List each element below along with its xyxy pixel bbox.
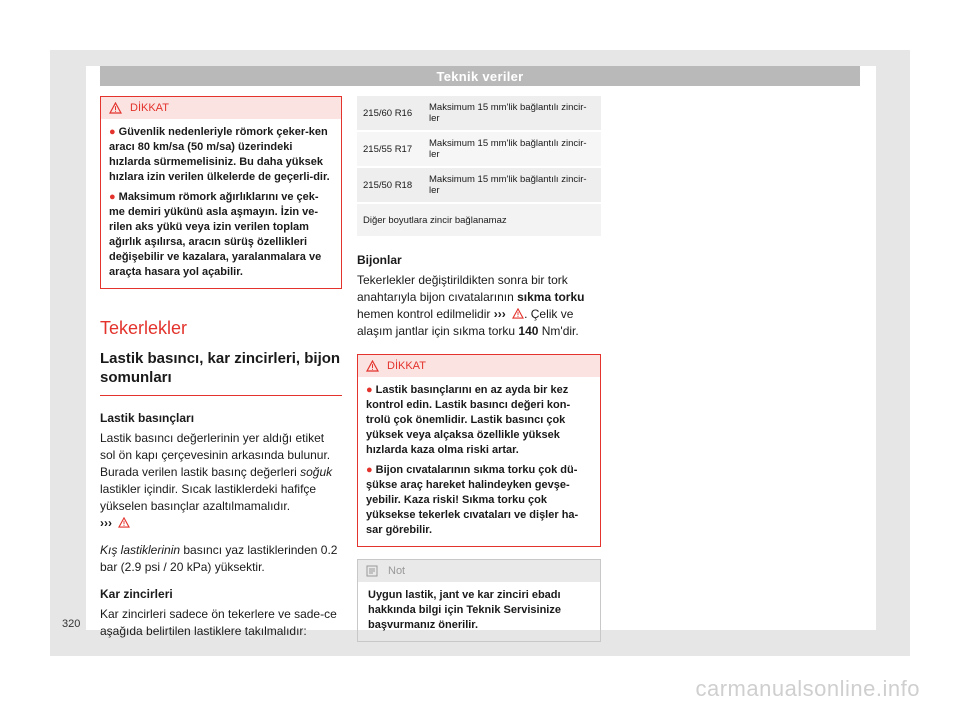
warning-box-trailer [100, 96, 342, 289]
bullet-icon: ● [366, 384, 373, 396]
bullet-icon: ● [109, 126, 116, 138]
warning-label: DİKKAT [130, 101, 169, 114]
section-title: Tekerlekler [100, 318, 188, 338]
bullet-icon: ● [366, 464, 373, 476]
tire-size-cell: 215/55 R17 [357, 132, 423, 166]
note-label: Not [388, 564, 406, 577]
warning-box-tires [357, 354, 601, 547]
chain-desc-cell: Maksimum 15 mm'lik bağlantılı zincir-ler [423, 168, 601, 202]
tire-size-cell: 215/50 R18 [357, 168, 423, 202]
bullet-icon: ● [109, 191, 116, 203]
note-text: Uygun lastik, jant ve kar zinciri ebadı hakkında bilgi için Teknik Servisinize başvurmanız önerilir. [368, 589, 561, 631]
header-title: Teknik veriler [436, 68, 524, 84]
warning-triangle-icon [118, 517, 130, 528]
warning-item: ● Güvenlik nedenleriyle römork çeker-ken aracı 80 km/sa (50 m/sa) üzerindeki hızlarda sürmemelisiniz. Bu daha yüksek hızlara izin verilen ülkelerde de geçerli-dir. [109, 126, 330, 183]
page-number: 320 [62, 618, 81, 630]
bolts-heading: Bijonlar [357, 253, 402, 267]
snow-chain-table [357, 94, 601, 238]
warning-triangle-icon [366, 360, 379, 372]
warning-item: ● Lastik basınçlarını en az ayda bir kez kontrol edin. Lastik basıncı değeri kon-trolü çok önemlidir. Lastik basıncı çok yüksek veya alçaksa özellikle yüksek hızlarda kaza olma riski artar. [366, 384, 571, 456]
watermark: carmanualsonline.info [695, 676, 920, 701]
warning-triangle-icon [109, 102, 122, 114]
table-row [357, 168, 601, 202]
chain-desc-cell: Maksimum 15 mm'lik bağlantılı zincir-ler [423, 132, 601, 166]
warning-header [358, 355, 600, 377]
bolts-text: Tekerlekler değiştirildikten sonra bir tork anahtarıyla bijon cıvatalarının sıkma torku hemen kontrol edilmelidir ››› . Çelik ve alaşım jantlar için sıkma torku 140 Nm'dir. [357, 273, 585, 338]
note-icon [366, 565, 378, 577]
warning-label: DİKKAT [387, 359, 426, 372]
chain-desc-cell: Maksimum 15 mm'lik bağlantılı zincir-ler [423, 96, 601, 130]
winter-tire-text: Kış lastiklerinin basıncı yaz lastiklerinden 0.2 bar (2.9 psi / 20 kPa) yüksektir. [100, 543, 338, 574]
warning-item: ● Bijon cıvatalarının sıkma torku çok dü-şükse araç hareket halindeyken gevşe-yebilir. Kaza riski! Sıkma torku çok yüksekse tekerlek cıvataları ve dişler ha-sar görebilir. [366, 464, 579, 536]
snow-chains-text: Kar zincirleri sadece ön tekerlere ve sade-ce aşağıda belirtilen lastiklere takılmalıdır: [100, 607, 337, 638]
table-row [357, 132, 601, 166]
subsection-title: Lastik basıncı, kar zincirleri, bijon somunları [100, 349, 342, 396]
tire-pressure-text: Lastik basıncı değerlerinin yer aldığı etiket sol ön kapı çerçevesinin arkasında bulunur. Burada verilen lastik basınç değerleri soğuk lastikler içindir. Sıcak lastiklerdeki hafifçe yükselen basınçlar azaltılmamalıdır. ››› [100, 431, 333, 530]
warning-header [101, 97, 341, 119]
table-footer-row [357, 204, 601, 236]
warning-triangle-icon [512, 308, 524, 319]
snow-chains-heading: Kar zincirleri [100, 587, 173, 601]
table-row [357, 96, 601, 130]
tire-pressure-heading: Lastik basınçları [100, 411, 195, 425]
table-footer-cell: Diğer boyutlara zincir bağlanamaz [357, 204, 601, 236]
cross-reference-arrows[interactable]: ››› [493, 307, 506, 321]
left-column [100, 96, 342, 650]
warning-item: ● Maksimum römork ağırlıklarını ve çek-me demiri yükünü asla aşmayın. İzin ve-rilen aks yükü veya izin verilen toplam ağırlık aşılırsa, aracın sürüş özellikleri değişebilir ve kazalara, yaralanmalara ve araçta hasara yol açabilir. [109, 191, 322, 278]
header-bar [100, 66, 860, 86]
tire-size-cell: 215/60 R16 [357, 96, 423, 130]
cross-reference-arrows[interactable]: ››› [100, 516, 112, 530]
note-header [358, 560, 600, 582]
note-box [357, 559, 601, 642]
right-column [357, 96, 601, 642]
